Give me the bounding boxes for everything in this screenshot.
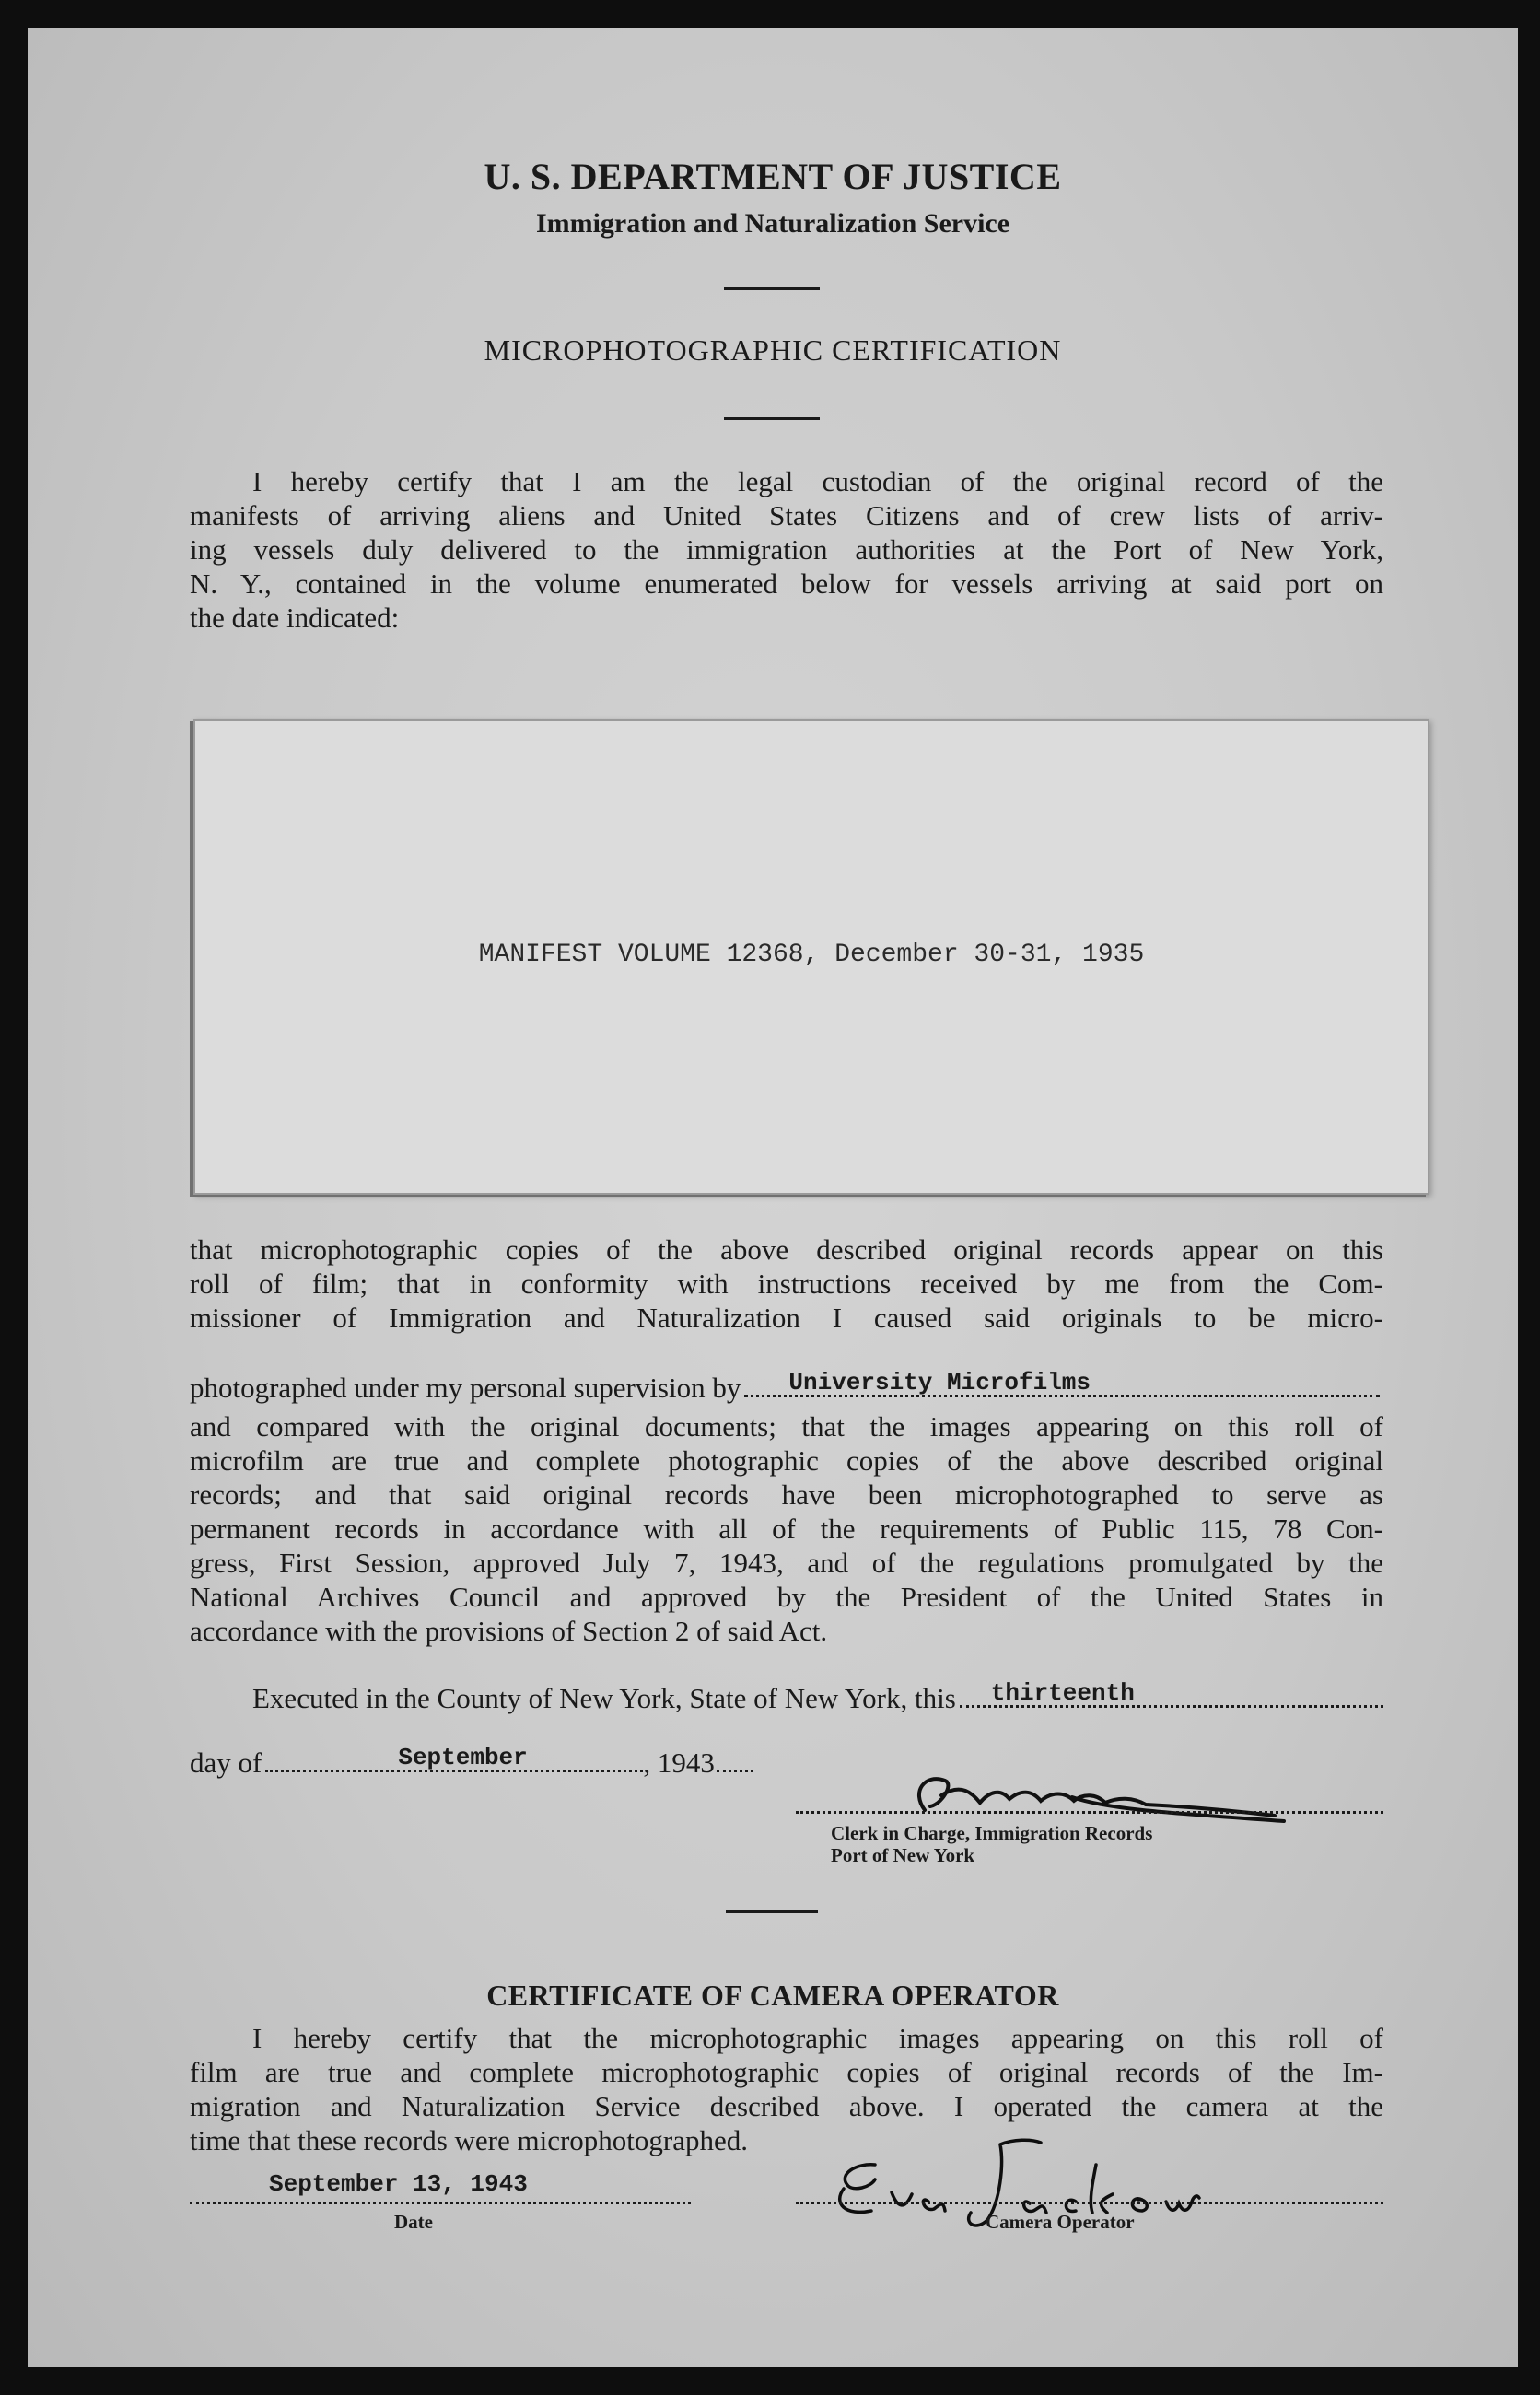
body-line: and compared with the original documents; that the images appearing on this roll of [190,1410,1383,1443]
year-text: , 1943 [643,1747,715,1779]
camera-line: I hereby certify that the microphotographic images appearing on this roll of [252,2022,1383,2054]
supervision-fill [744,1371,1380,1397]
divider-top [724,287,820,290]
divider-heading [724,417,820,420]
date-value: September 13, 1943 [269,2170,528,2198]
body-line: roll of film; that in conformity with instructions received by me from the Com- [190,1268,1383,1300]
department-title: U. S. DEPARTMENT OF JUSTICE [484,156,1062,197]
execution-day-fill [960,1681,1383,1708]
camera-line: time that these records were microphotographed. [190,2124,748,2156]
camera-line: migration and Naturalization Service described above. I operated the camera at the [190,2090,1383,2122]
intro-line: the date indicated: [190,602,400,634]
body-line: missioner of Immigration and Naturalization I caused said originals to be micro- [190,1302,1383,1334]
intro-line: I hereby certify that I am the legal custodian of the original record of the [252,465,1383,497]
year-fill [717,1746,753,1772]
operator-signature-line [796,2202,1383,2204]
body-line: that microphotographic copies of the above described original records appear on this [190,1233,1383,1266]
body-line: accordance with the provisions of Section 2 of said Act. [190,1615,828,1647]
clerk-signature-line [796,1811,1383,1814]
execution-day-value: thirteenth [990,1679,1135,1707]
intro-paragraph [190,464,1383,635]
date-line [190,2202,691,2204]
camera-certificate-heading: CERTIFICATE OF CAMERA OPERATOR [486,1979,1059,2012]
body-line: gress, First Session, approved July 7, 1943, and of the regulations promulgated by the [190,1547,1383,1579]
supervision-line [190,1371,1383,1405]
camera-line: film are true and complete microphotographic copies of original records of the Im- [190,2056,1383,2088]
supervision-value: University Microfilms [788,1369,1091,1396]
intro-line: N. Y., contained in the volume enumerated below for vessels arriving at said port on [190,567,1383,600]
body-line: records; and that said original records have been microphotographed to serve as [190,1478,1383,1511]
intro-line: ing vessels duly delivered to the immigration authorities at the Port of New York, [190,533,1383,566]
body-paragraph-b [190,1409,1383,1648]
execution-line [252,1681,1383,1715]
certificate-document [28,28,1518,2367]
body-line: National Archives Council and approved by the President of the United States in [190,1581,1383,1613]
service-subtitle: Immigration and Naturalization Service [535,208,1010,239]
manifest-volume-text: MANIFEST VOLUME 12368, December 30-31, 1935 [478,940,1145,969]
day-of-line [190,1746,834,1780]
date-label: Date [394,2211,433,2233]
clerk-title-line2: Port of New York [831,1844,975,1866]
camera-operator-label: Camera Operator [986,2211,1135,2233]
month-fill [265,1746,643,1772]
execution-prefix: Executed in the County of New York, State of New York, this [252,1682,956,1714]
intro-line: manifests of arriving aliens and United States Citizens and of crew lists of arriv- [190,499,1383,532]
supervision-prefix: photographed under my personal supervision by [190,1372,741,1404]
body-line: permanent records in accordance with all of the requirements of Public 115, 78 Con- [190,1513,1383,1545]
divider-bottom [726,1910,818,1913]
month-value: September [398,1744,528,1771]
volume-label-box [193,719,1429,1195]
certification-heading: MICROPHOTOGRAPHIC CERTIFICATION [484,333,1062,367]
body-line: microfilm are true and complete photographic copies of the above described original [190,1444,1383,1477]
clerk-title-line1: Clerk in Charge, Immigration Records [831,1822,1153,1844]
body-paragraph-a [190,1233,1383,1335]
day-of-label: day of [190,1747,262,1779]
